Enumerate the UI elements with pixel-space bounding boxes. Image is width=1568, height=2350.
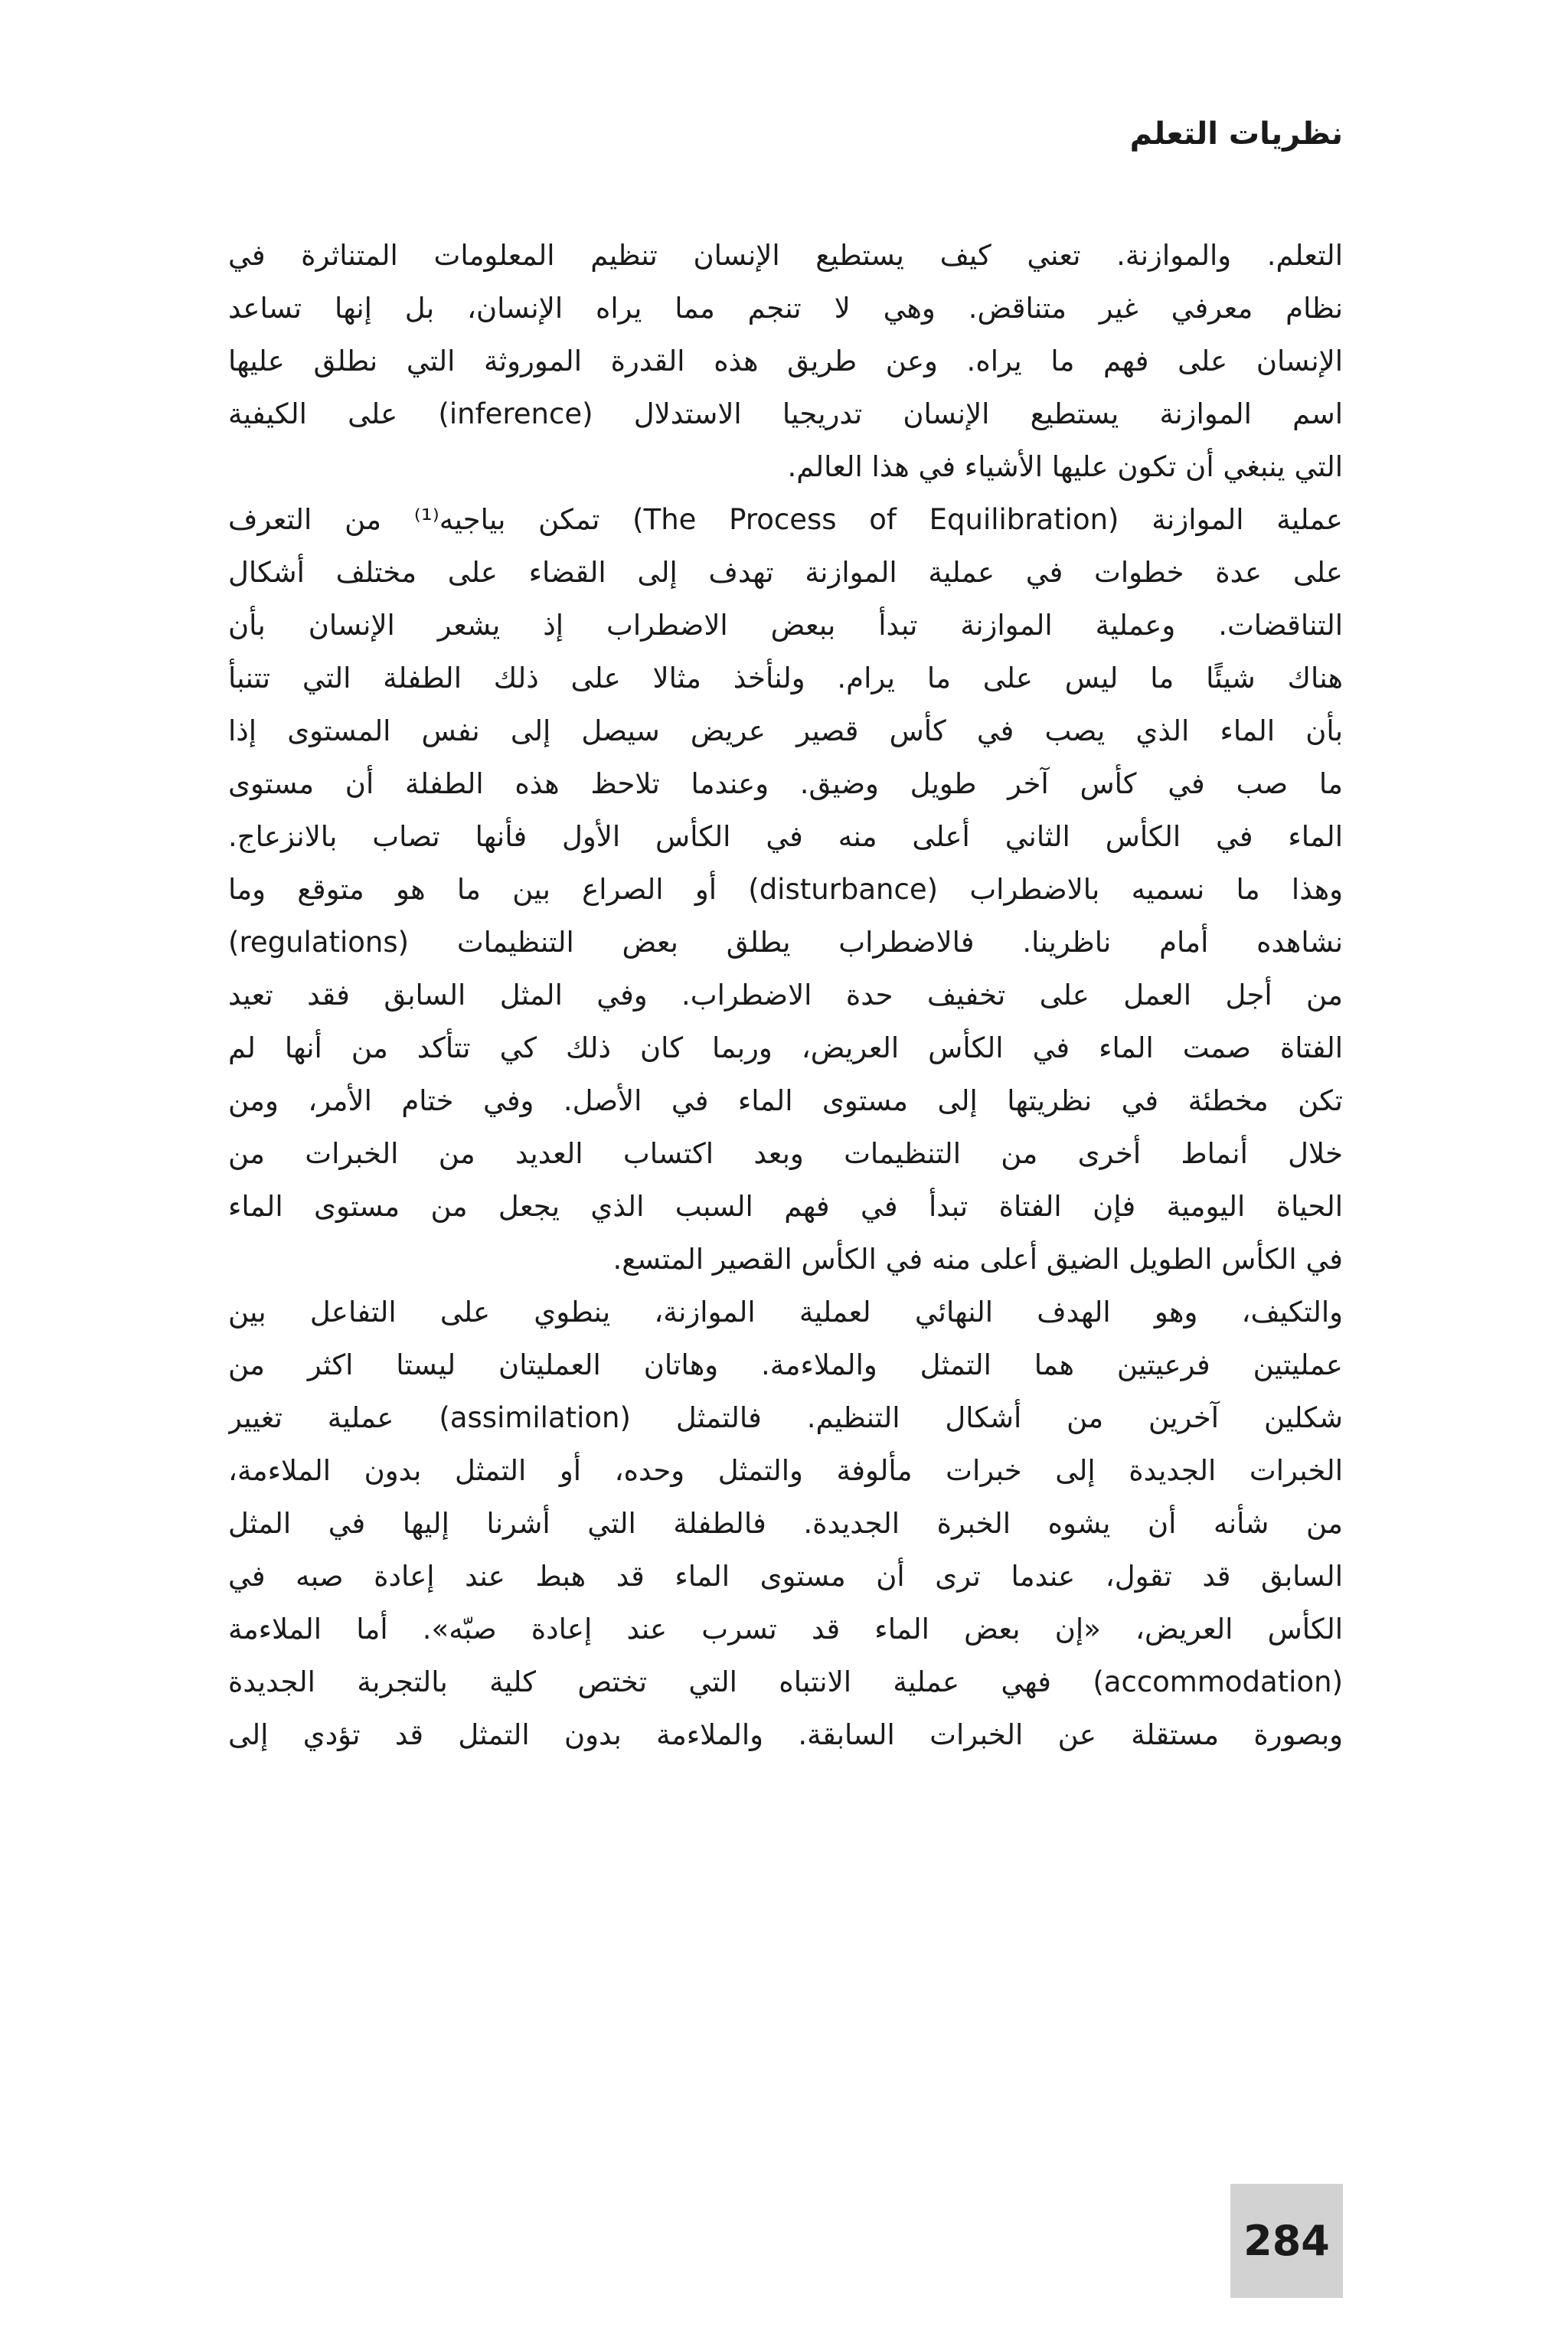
text-line: ما صب في كأس آخر طويل وضيق. وعندما تلاحظ هذه الطفلة أن مستوى bbox=[228, 767, 1343, 800]
text-line: وهذا ما نسميه بالاضطراب (disturbance) أو الصراع بين ما هو متوقع وما bbox=[228, 873, 1343, 906]
text-line: اسم الموازنة يستطيع الإنسان تدريجيا الاستدلال (inference) على الكيفية bbox=[228, 397, 1343, 430]
page-number: 284 bbox=[1230, 2184, 1343, 2298]
text-line: في الكأس الطويل الضيق أعلى منه في الكأس القصير المتسع. bbox=[612, 1243, 1343, 1276]
running-header: نظريات التعلم bbox=[1129, 116, 1343, 152]
text-line: الإنسان على فهم ما يراه. وعن طريق هذه القدرة الموروثة التي نطلق عليها bbox=[228, 345, 1343, 378]
text-line: خلال أنماط أخرى من التنظيمات وبعد اكتساب العديد من الخبرات من bbox=[228, 1137, 1343, 1170]
text-line: والتكيف، وهو الهدف النهائي لعملية الموازنة، ينطوي على التفاعل بين bbox=[228, 1296, 1343, 1329]
text-line: بأن الماء الذي يصب في كأس قصير عريض سيصل إلى نفس المستوى إذا bbox=[228, 714, 1343, 747]
text-line: التعلم. والموازنة. تعني كيف يستطيع الإنسان تنظيم المعلومات المتناثرة في bbox=[228, 239, 1343, 272]
text-line: عمليتين فرعيتين هما التمثل والملاءمة. وهاتان العمليتان ليستا اكثر من bbox=[228, 1348, 1343, 1381]
text-line: الفتاة صمت الماء في الكأس العريض، وربما كان ذلك كي تتأكد من أنها لم bbox=[228, 1031, 1343, 1064]
text-line: نشاهده أمام ناظرينا. فالاضطراب يطلق بعض التنظيمات (regulations) bbox=[228, 926, 1343, 959]
text-line: على عدة خطوات في عملية الموازنة تهدف إلى القضاء على مختلف أشكال bbox=[228, 556, 1343, 589]
text-line: الكأس العريض، «إن بعض الماء قد تسرب عند إعادة صبّه». أما الملاءمة bbox=[228, 1613, 1343, 1646]
text-line: التناقضات. وعملية الموازنة تبدأ ببعض الاضطراب إذ يشعر الإنسان بأن bbox=[228, 609, 1343, 642]
text-line: وبصورة مستقلة عن الخبرات السابقة. والملاءمة بدون التمثل قد تؤدي إلى bbox=[228, 1718, 1343, 1751]
text-line: من أجل العمل على تخفيف حدة الاضطراب. وفي المثل السابق فقد تعيد bbox=[228, 979, 1343, 1012]
text-line: الماء في الكأس الثاني أعلى منه في الكأس الأول فأنها تصاب بالانزعاج. bbox=[228, 820, 1343, 853]
text-line: هناك شيئًا ما ليس على ما يرام. ولنأخذ مثالا على ذلك الطفلة التي تتنبأ bbox=[228, 662, 1343, 695]
text-line: التي ينبغي أن تكون عليها الأشياء في هذا العالم. bbox=[787, 450, 1343, 483]
text-line: نظام معرفي غير متناقض. وهي لا تنجم مما يراه الإنسان، بل إنها تساعد bbox=[228, 292, 1343, 325]
text-line: (accommodation) فهي عملية الانتباه التي تختص كلية بالتجربة الجديدة bbox=[228, 1665, 1343, 1698]
text-line: تكن مخطئة في نظريتها إلى مستوى الماء في الأصل. وفي ختام الأمر، ومن bbox=[228, 1084, 1343, 1117]
text-line: السابق قد تقول، عندما ترى أن مستوى الماء قد هبط عند إعادة صبه في bbox=[228, 1560, 1343, 1593]
text-line: الخبرات الجديدة إلى خبرات مألوفة والتمثل وحده، أو التمثل بدون الملاءمة، bbox=[228, 1454, 1343, 1487]
text-line: من شأنه أن يشوه الخبرة الجديدة. فالطفلة التي أشرنا إليها في المثل bbox=[228, 1507, 1343, 1540]
text-line: الحياة اليومية فإن الفتاة تبدأ في فهم السبب الذي يجعل من مستوى الماء bbox=[228, 1190, 1343, 1223]
text-line: شكلين آخرين من أشكال التنظيم. فالتمثل (assimilation) عملية تغيير bbox=[228, 1401, 1343, 1434]
text-line: عملية الموازنة (The Process of Equilibration) تمكن بياجيه⁽¹⁾ من التعرف bbox=[228, 503, 1343, 536]
body-text bbox=[228, 230, 1343, 2144]
